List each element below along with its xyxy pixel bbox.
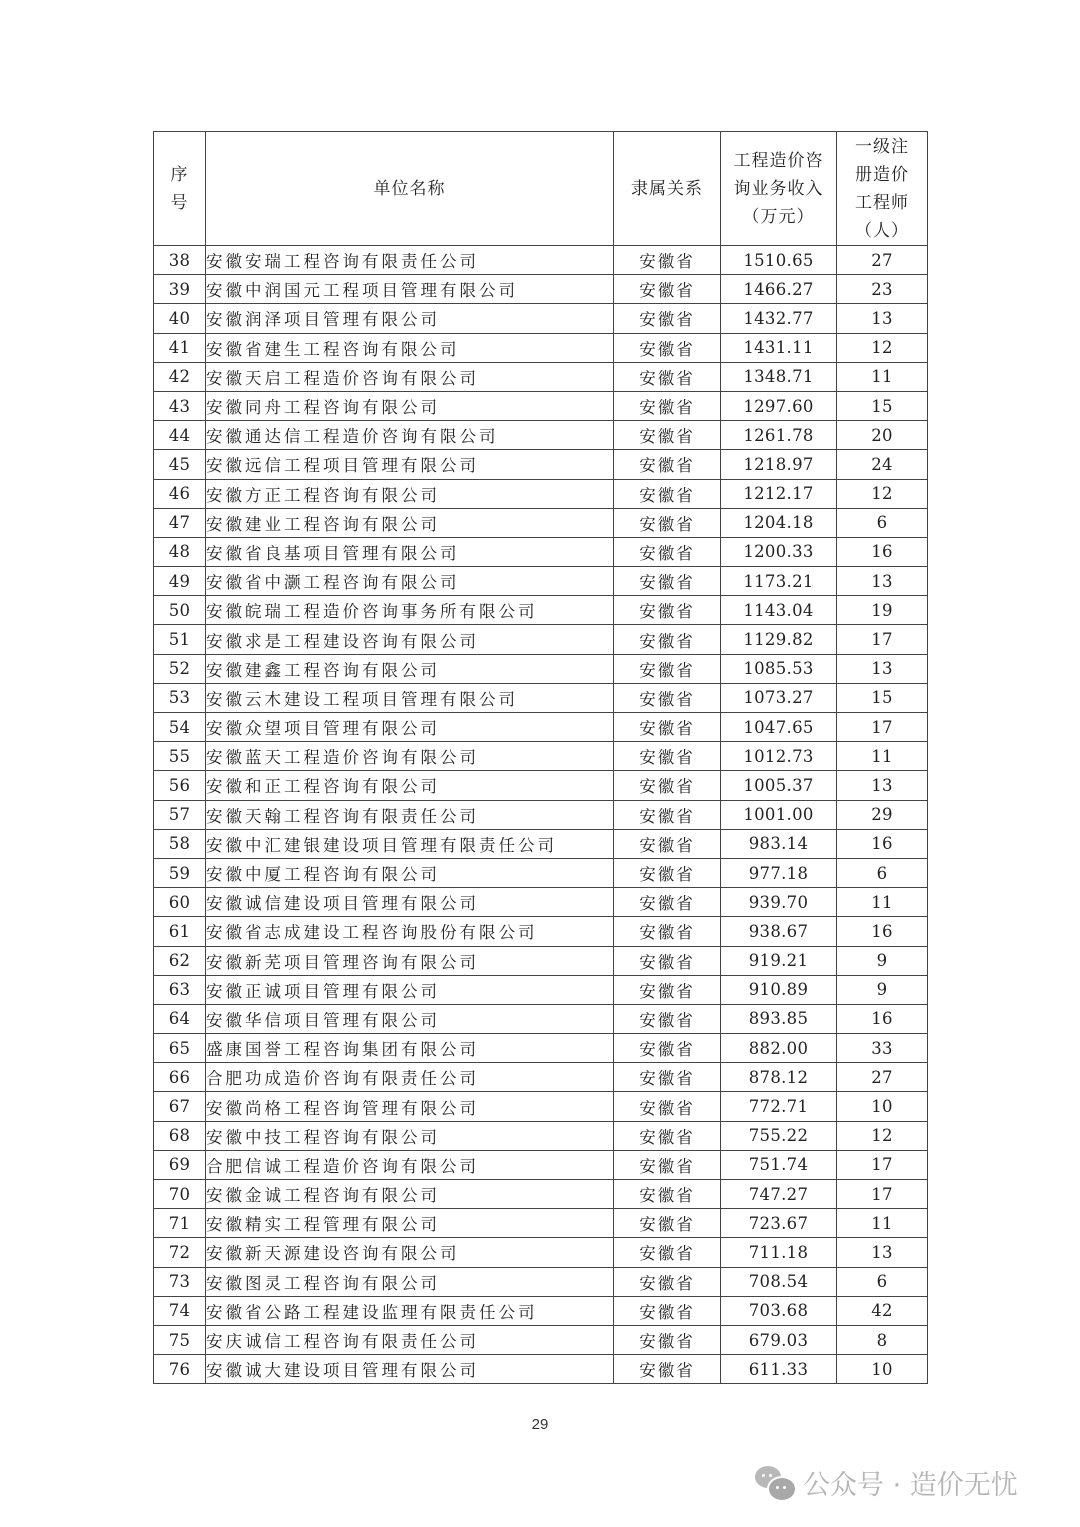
row-number: 45 xyxy=(154,450,206,479)
table-row xyxy=(154,1180,928,1209)
table-row xyxy=(154,596,928,625)
row-number: 65 xyxy=(154,1034,206,1063)
company-name: 合肥信诚工程造价咨询有限公司 xyxy=(206,1150,614,1179)
engineer-count: 17 xyxy=(837,1150,928,1179)
revenue-value: 1204.18 xyxy=(721,508,837,537)
table-row xyxy=(154,1296,928,1325)
watermark-text: 公众号 · 造价无忧 xyxy=(803,1469,1018,1501)
affiliation: 安徽省 xyxy=(614,362,721,391)
table-row xyxy=(154,1209,928,1238)
engineer-count: 12 xyxy=(837,479,928,508)
row-number: 68 xyxy=(154,1121,206,1150)
company-ranking-table xyxy=(153,131,928,1384)
header-engineers: 一级注册造价工程师（人） xyxy=(837,132,928,246)
affiliation: 安徽省 xyxy=(614,858,721,887)
company-name: 安徽通达信工程造价咨询有限公司 xyxy=(206,421,614,450)
engineer-count: 13 xyxy=(837,567,928,596)
header-no: 序号 xyxy=(154,132,206,246)
affiliation: 安徽省 xyxy=(614,1180,721,1209)
affiliation: 安徽省 xyxy=(614,625,721,654)
engineer-count: 20 xyxy=(837,421,928,450)
affiliation: 安徽省 xyxy=(614,246,721,275)
engineer-count: 11 xyxy=(837,888,928,917)
engineer-count: 12 xyxy=(837,333,928,362)
affiliation: 安徽省 xyxy=(614,946,721,975)
revenue-value: 723.67 xyxy=(721,1209,837,1238)
engineer-count: 8 xyxy=(837,1325,928,1354)
revenue-value: 910.89 xyxy=(721,975,837,1004)
table-row xyxy=(154,479,928,508)
engineer-count: 13 xyxy=(837,654,928,683)
row-number: 56 xyxy=(154,771,206,800)
table-row xyxy=(154,304,928,333)
engineer-count: 6 xyxy=(837,858,928,887)
revenue-value: 882.00 xyxy=(721,1034,837,1063)
table-row xyxy=(154,829,928,858)
table-header xyxy=(154,132,928,246)
affiliation: 安徽省 xyxy=(614,479,721,508)
row-number: 49 xyxy=(154,567,206,596)
company-name: 安徽省中灏工程咨询有限公司 xyxy=(206,567,614,596)
row-number: 43 xyxy=(154,391,206,420)
company-name: 安徽中润国元工程项目管理有限公司 xyxy=(206,275,614,304)
company-name: 安徽中汇建银建设项目管理有限责任公司 xyxy=(206,829,614,858)
row-number: 42 xyxy=(154,362,206,391)
revenue-value: 703.68 xyxy=(721,1296,837,1325)
affiliation: 安徽省 xyxy=(614,1267,721,1296)
affiliation: 安徽省 xyxy=(614,1150,721,1179)
row-number: 70 xyxy=(154,1180,206,1209)
affiliation: 安徽省 xyxy=(614,1325,721,1354)
engineer-count: 16 xyxy=(837,1004,928,1033)
row-number: 38 xyxy=(154,246,206,275)
row-number: 60 xyxy=(154,888,206,917)
engineer-count: 15 xyxy=(837,391,928,420)
row-number: 58 xyxy=(154,829,206,858)
row-number: 44 xyxy=(154,421,206,450)
company-name: 安徽金诚工程咨询有限公司 xyxy=(206,1180,614,1209)
header-revenue: 工程造价咨询业务收入（万元） xyxy=(721,132,837,246)
row-number: 73 xyxy=(154,1267,206,1296)
revenue-value: 1348.71 xyxy=(721,362,837,391)
revenue-value: 708.54 xyxy=(721,1267,837,1296)
engineer-count: 6 xyxy=(837,1267,928,1296)
row-number: 47 xyxy=(154,508,206,537)
revenue-value: 878.12 xyxy=(721,1063,837,1092)
row-number: 54 xyxy=(154,713,206,742)
revenue-value: 679.03 xyxy=(721,1325,837,1354)
engineer-count: 13 xyxy=(837,1238,928,1267)
revenue-value: 1005.37 xyxy=(721,771,837,800)
table-row xyxy=(154,654,928,683)
affiliation: 安徽省 xyxy=(614,1034,721,1063)
table-row xyxy=(154,917,928,946)
affiliation: 安徽省 xyxy=(614,275,721,304)
row-number: 57 xyxy=(154,800,206,829)
affiliation: 安徽省 xyxy=(614,800,721,829)
company-name: 安徽新芜项目管理咨询有限公司 xyxy=(206,946,614,975)
row-number: 64 xyxy=(154,1004,206,1033)
engineer-count: 16 xyxy=(837,537,928,566)
engineer-count: 17 xyxy=(837,625,928,654)
row-number: 50 xyxy=(154,596,206,625)
revenue-value: 1173.21 xyxy=(721,567,837,596)
affiliation: 安徽省 xyxy=(614,1121,721,1150)
table-row xyxy=(154,450,928,479)
table-row xyxy=(154,713,928,742)
engineer-count: 17 xyxy=(837,1180,928,1209)
company-name: 安徽云木建设工程项目管理有限公司 xyxy=(206,683,614,712)
row-number: 59 xyxy=(154,858,206,887)
affiliation: 安徽省 xyxy=(614,508,721,537)
affiliation: 安徽省 xyxy=(614,742,721,771)
affiliation: 安徽省 xyxy=(614,975,721,1004)
affiliation: 安徽省 xyxy=(614,537,721,566)
row-number: 46 xyxy=(154,479,206,508)
table-row xyxy=(154,888,928,917)
table-row xyxy=(154,800,928,829)
company-name: 安徽中厦工程咨询有限公司 xyxy=(206,858,614,887)
table-row xyxy=(154,421,928,450)
company-name: 安徽省公路工程建设监理有限责任公司 xyxy=(206,1296,614,1325)
table-row xyxy=(154,975,928,1004)
affiliation: 安徽省 xyxy=(614,771,721,800)
company-name: 安徽皖瑞工程造价咨询事务所有限公司 xyxy=(206,596,614,625)
company-name: 安徽和正工程咨询有限公司 xyxy=(206,771,614,800)
company-name: 安徽同舟工程咨询有限公司 xyxy=(206,391,614,420)
row-number: 66 xyxy=(154,1063,206,1092)
row-number: 41 xyxy=(154,333,206,362)
affiliation: 安徽省 xyxy=(614,567,721,596)
affiliation: 安徽省 xyxy=(614,829,721,858)
engineer-count: 13 xyxy=(837,304,928,333)
row-number: 48 xyxy=(154,537,206,566)
table-row xyxy=(154,391,928,420)
table-row xyxy=(154,1004,928,1033)
company-name: 安徽中技工程咨询有限公司 xyxy=(206,1121,614,1150)
company-name: 安徽建鑫工程咨询有限公司 xyxy=(206,654,614,683)
company-name: 安徽求是工程建设咨询有限公司 xyxy=(206,625,614,654)
engineer-count: 17 xyxy=(837,713,928,742)
engineer-count: 23 xyxy=(837,275,928,304)
engineer-count: 19 xyxy=(837,596,928,625)
table-row xyxy=(154,1034,928,1063)
affiliation: 安徽省 xyxy=(614,596,721,625)
affiliation: 安徽省 xyxy=(614,304,721,333)
company-name: 盛康国誉工程咨询集团有限公司 xyxy=(206,1034,614,1063)
revenue-value: 938.67 xyxy=(721,917,837,946)
company-name: 安徽精实工程管理有限公司 xyxy=(206,1209,614,1238)
table-row xyxy=(154,508,928,537)
company-name: 安徽正诚项目管理有限公司 xyxy=(206,975,614,1004)
row-number: 62 xyxy=(154,946,206,975)
table-row xyxy=(154,1325,928,1354)
company-name: 安徽省良基项目管理有限公司 xyxy=(206,537,614,566)
engineer-count: 15 xyxy=(837,683,928,712)
company-name: 安徽华信项目管理有限公司 xyxy=(206,1004,614,1033)
engineer-count: 6 xyxy=(837,508,928,537)
company-name: 安徽方正工程咨询有限公司 xyxy=(206,479,614,508)
company-name: 安徽建业工程咨询有限公司 xyxy=(206,508,614,537)
revenue-value: 772.71 xyxy=(721,1092,837,1121)
row-number: 51 xyxy=(154,625,206,654)
engineer-count: 29 xyxy=(837,800,928,829)
company-name: 安徽省志成建设工程咨询股份有限公司 xyxy=(206,917,614,946)
engineer-count: 24 xyxy=(837,450,928,479)
page-number: 29 xyxy=(531,1416,549,1433)
table-row xyxy=(154,333,928,362)
company-name: 安徽诚大建设项目管理有限公司 xyxy=(206,1355,614,1384)
company-name: 安徽省建生工程咨询有限公司 xyxy=(206,333,614,362)
table-row xyxy=(154,771,928,800)
revenue-value: 1129.82 xyxy=(721,625,837,654)
row-number: 75 xyxy=(154,1325,206,1354)
row-number: 74 xyxy=(154,1296,206,1325)
row-number: 53 xyxy=(154,683,206,712)
row-number: 52 xyxy=(154,654,206,683)
revenue-value: 611.33 xyxy=(721,1355,837,1384)
affiliation: 安徽省 xyxy=(614,333,721,362)
company-name: 合肥功成造价咨询有限责任公司 xyxy=(206,1063,614,1092)
affiliation: 安徽省 xyxy=(614,713,721,742)
table-row xyxy=(154,537,928,566)
affiliation: 安徽省 xyxy=(614,1004,721,1033)
affiliation: 安徽省 xyxy=(614,1209,721,1238)
row-number: 76 xyxy=(154,1355,206,1384)
table-row xyxy=(154,1238,928,1267)
wechat-icon xyxy=(755,1464,795,1500)
table-row xyxy=(154,683,928,712)
table-row xyxy=(154,1267,928,1296)
company-name: 安徽诚信建设项目管理有限公司 xyxy=(206,888,614,917)
affiliation: 安徽省 xyxy=(614,1296,721,1325)
affiliation: 安徽省 xyxy=(614,888,721,917)
affiliation: 安徽省 xyxy=(614,1355,721,1384)
revenue-value: 1297.60 xyxy=(721,391,837,420)
engineer-count: 16 xyxy=(837,829,928,858)
table-row xyxy=(154,1063,928,1092)
revenue-value: 1432.77 xyxy=(721,304,837,333)
company-name: 安徽尚格工程咨询管理有限公司 xyxy=(206,1092,614,1121)
company-name: 安徽远信工程项目管理有限公司 xyxy=(206,450,614,479)
affiliation: 安徽省 xyxy=(614,391,721,420)
revenue-value: 1085.53 xyxy=(721,654,837,683)
revenue-value: 1431.11 xyxy=(721,333,837,362)
engineer-count: 9 xyxy=(837,946,928,975)
revenue-value: 755.22 xyxy=(721,1121,837,1150)
company-name: 安庆诚信工程咨询有限责任公司 xyxy=(206,1325,614,1354)
revenue-value: 1047.65 xyxy=(721,713,837,742)
revenue-value: 919.21 xyxy=(721,946,837,975)
affiliation: 安徽省 xyxy=(614,1063,721,1092)
row-number: 69 xyxy=(154,1150,206,1179)
company-name: 安徽安瑞工程咨询有限责任公司 xyxy=(206,246,614,275)
table-row xyxy=(154,246,928,275)
company-name: 安徽天翰工程咨询有限责任公司 xyxy=(206,800,614,829)
row-number: 71 xyxy=(154,1209,206,1238)
affiliation: 安徽省 xyxy=(614,1238,721,1267)
engineer-count: 10 xyxy=(837,1092,928,1121)
engineer-count: 11 xyxy=(837,1209,928,1238)
revenue-value: 1218.97 xyxy=(721,450,837,479)
engineer-count: 13 xyxy=(837,771,928,800)
row-number: 55 xyxy=(154,742,206,771)
engineer-count: 27 xyxy=(837,1063,928,1092)
engineer-count: 10 xyxy=(837,1355,928,1384)
table-row xyxy=(154,1150,928,1179)
row-number: 72 xyxy=(154,1238,206,1267)
table-row xyxy=(154,946,928,975)
table-row xyxy=(154,362,928,391)
affiliation: 安徽省 xyxy=(614,917,721,946)
header-name: 单位名称 xyxy=(206,132,614,246)
company-name: 安徽蓝天工程造价咨询有限公司 xyxy=(206,742,614,771)
watermark xyxy=(755,1460,1018,1504)
revenue-value: 977.18 xyxy=(721,858,837,887)
company-name: 安徽润泽项目管理有限公司 xyxy=(206,304,614,333)
revenue-value: 751.74 xyxy=(721,1150,837,1179)
table-row xyxy=(154,1355,928,1384)
revenue-value: 747.27 xyxy=(721,1180,837,1209)
revenue-value: 893.85 xyxy=(721,1004,837,1033)
engineer-count: 27 xyxy=(837,246,928,275)
company-name: 安徽新天源建设咨询有限公司 xyxy=(206,1238,614,1267)
affiliation: 安徽省 xyxy=(614,654,721,683)
table-row xyxy=(154,1092,928,1121)
revenue-value: 1261.78 xyxy=(721,421,837,450)
table-row xyxy=(154,858,928,887)
company-name: 安徽众望项目管理有限公司 xyxy=(206,713,614,742)
revenue-value: 1212.17 xyxy=(721,479,837,508)
engineer-count: 11 xyxy=(837,742,928,771)
engineer-count: 16 xyxy=(837,917,928,946)
revenue-value: 1012.73 xyxy=(721,742,837,771)
affiliation: 安徽省 xyxy=(614,450,721,479)
row-number: 63 xyxy=(154,975,206,1004)
table-body xyxy=(154,246,928,1384)
revenue-value: 939.70 xyxy=(721,888,837,917)
engineer-count: 9 xyxy=(837,975,928,1004)
header-affiliation: 隶属关系 xyxy=(614,132,721,246)
row-number: 61 xyxy=(154,917,206,946)
revenue-value: 1001.00 xyxy=(721,800,837,829)
row-number: 40 xyxy=(154,304,206,333)
row-number: 67 xyxy=(154,1092,206,1121)
revenue-value: 983.14 xyxy=(721,829,837,858)
engineer-count: 33 xyxy=(837,1034,928,1063)
engineer-count: 11 xyxy=(837,362,928,391)
table-row xyxy=(154,1121,928,1150)
table-row xyxy=(154,567,928,596)
engineer-count: 12 xyxy=(837,1121,928,1150)
table-row xyxy=(154,742,928,771)
affiliation: 安徽省 xyxy=(614,1092,721,1121)
company-name: 安徽天启工程造价咨询有限公司 xyxy=(206,362,614,391)
revenue-value: 1200.33 xyxy=(721,537,837,566)
affiliation: 安徽省 xyxy=(614,683,721,712)
company-name: 安徽图灵工程咨询有限公司 xyxy=(206,1267,614,1296)
engineer-count: 42 xyxy=(837,1296,928,1325)
revenue-value: 711.18 xyxy=(721,1238,837,1267)
revenue-value: 1143.04 xyxy=(721,596,837,625)
revenue-value: 1073.27 xyxy=(721,683,837,712)
revenue-value: 1466.27 xyxy=(721,275,837,304)
affiliation: 安徽省 xyxy=(614,421,721,450)
table-row xyxy=(154,625,928,654)
table-row xyxy=(154,275,928,304)
revenue-value: 1510.65 xyxy=(721,246,837,275)
row-number: 39 xyxy=(154,275,206,304)
